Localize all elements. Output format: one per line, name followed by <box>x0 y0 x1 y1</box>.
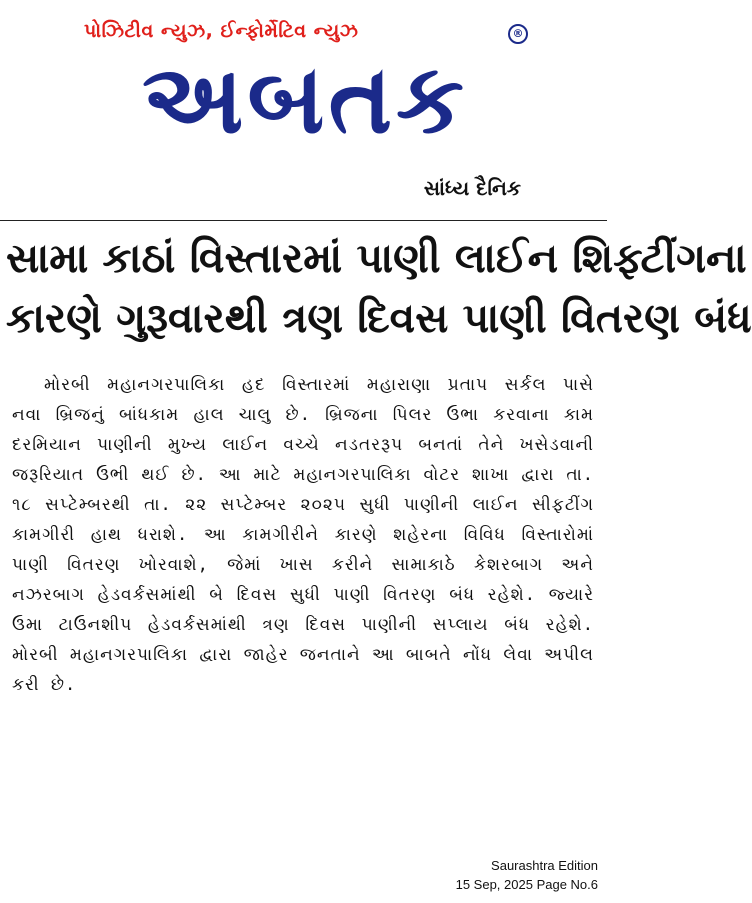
headline-line-2: કારણે ગુરૂવારથી ત્રણ દિવસ પાણી વિતરણ બંધ <box>6 294 752 342</box>
article-headline <box>6 228 752 348</box>
headline-line-1: સામા કાઠાં વિસ્તારમાં પાણી લાઈન શિફ્ટીંગના <box>6 234 747 282</box>
masthead <box>0 0 607 218</box>
date-page-label: 15 Sep, 2025 Page No.6 <box>455 877 598 892</box>
article-body: મોરબી મહાનગરપાલિકા હદ વિસ્તારમાં મહારાણા પ્રતાપ સર્કલ પાસે નવા બ્રિજનું બાંધકામ હાલ ચાલુ છે. બ્રિજના પિલર ઉભા કરવાના કામ દરમિયાન પાણીની મુખ્ય લાઈન વચ્ચે નડતરરૂપ બનતાં તેને ખસેડવાની જરૂરિયાત ઉભી થઈ છે. આ માટે મહાનગરપાલિકા વોટર શાખા દ્વારા તા. ૧૮ સપ્ટેમ્બરથી તા. ૨૨ સપ્ટેમ્બર ૨૦૨૫ સુધી પાણીની લાઈન સીફટીંગ કામગીરી હાથ ધરાશે. આ કામગીરીને કારણે શહેરના વિવિધ વિસ્તારોમાં પાણી વિતરણ ખોરવાશે, જેમાં ખાસ કરીને સામાકાઠે કેશરબાગ અને નઝરબાગ હેડવર્કસમાંથી બે દિવસ સુધી પાણી વિતરણ બંધ રહેશે. જ્યારે ઉમા ટાઉનશીપ હેડવર્કસમાંથી ત્રણ દિવસ પાણીની સપ્લાય બંધ રહેશે. મોરબી મહાનગરપાલિકા દ્વારા જાહેર જનતાને આ બાબતે નોંધ લેવા અપીલ કરી છે. <box>12 375 594 695</box>
page-footer <box>456 856 598 894</box>
edition-label: Saurashtra Edition <box>491 858 598 873</box>
header-divider <box>0 220 607 221</box>
registered-icon: ® <box>508 24 528 44</box>
masthead-tagline: પોઝિટીવ ન્યુઝ, ઈન્ફોર્મેટિવ ન્યુઝ <box>84 20 359 42</box>
masthead-subtitle: સાંધ્ય દૈનિક <box>423 176 521 200</box>
newspaper-logo: અબતક <box>142 43 468 155</box>
